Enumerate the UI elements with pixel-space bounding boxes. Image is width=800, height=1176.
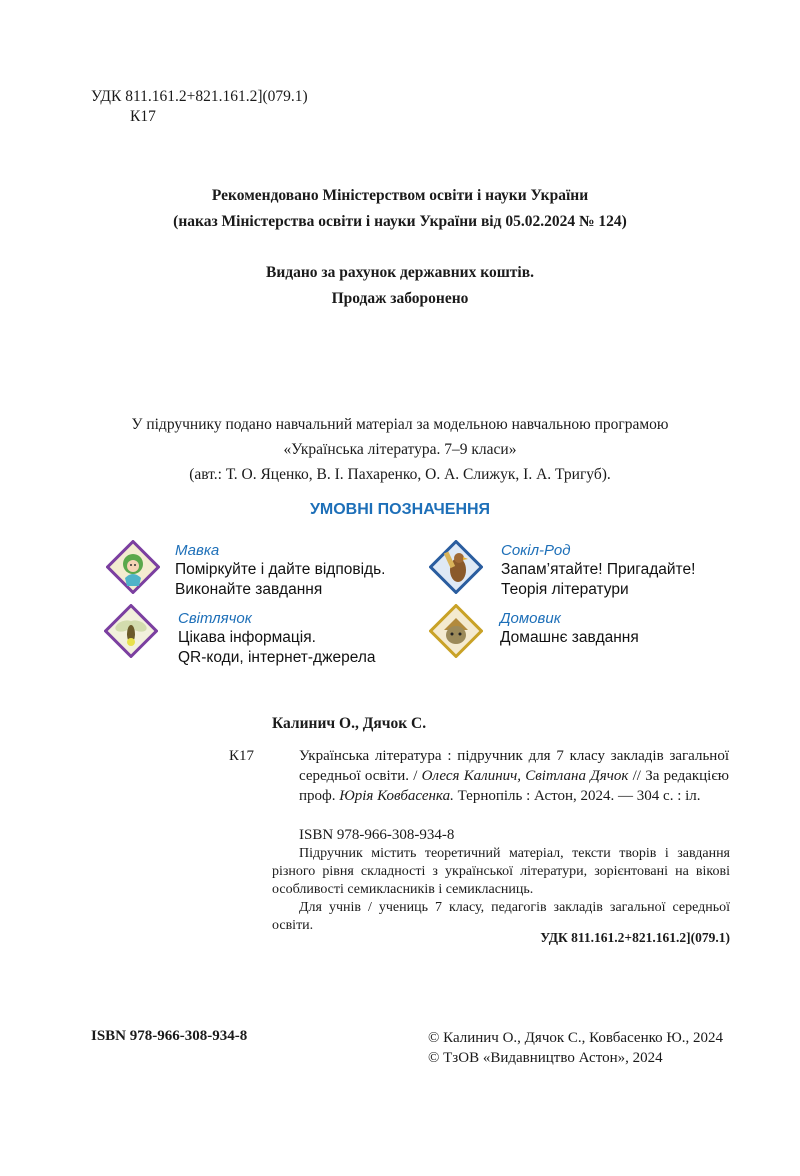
legend-text-mavka-2: Виконайте завдання xyxy=(175,581,323,598)
author-mark: К17 xyxy=(130,108,156,125)
legend-text-domovyk-1: Домашнє завдання xyxy=(500,629,639,646)
footer-copyright-2: © ТзОВ «Видавництво Астон», 2024 xyxy=(428,1050,663,1066)
bib-annotation xyxy=(272,845,730,935)
program-line-1: У підручнику подано навчальний матеріал за модельною навчальною програмою xyxy=(131,416,669,433)
program-line-2: «Українська література. 7–9 класи» xyxy=(283,441,517,458)
falcon-icon xyxy=(429,540,483,594)
bib-editor-prefix: // За редакцією проф. xyxy=(299,768,729,804)
legend-name-domovyk: Домовик xyxy=(500,610,561,627)
funding-line-2: Продаж заборонено xyxy=(331,290,469,307)
legend-name-firefly: Світлячок xyxy=(178,610,252,627)
bib-isbn: ISBN 978-966-308-934-8 xyxy=(299,827,455,843)
funding-line-1: Видано за рахунок державних коштів. xyxy=(266,264,534,281)
bib-imprint: Тернопіль : Астон, 2024. — 304 с. : іл. xyxy=(453,788,701,804)
legend-text-falcon-1: Запам’ятайте! Пригадайте! xyxy=(501,561,696,578)
bib-code: К17 xyxy=(229,748,255,764)
mavka-icon xyxy=(106,540,160,594)
legend-name-falcon: Сокіл-Род xyxy=(501,542,571,559)
bib-authors-italic: Олеся Калинич, Світлана Дячок xyxy=(421,768,629,784)
program-line-3: (авт.: Т. О. Яценко, В. І. Пахаренко, О. А. Слижук, І. А. Тригуб). xyxy=(189,466,611,483)
bib-description xyxy=(299,746,729,806)
recommendation-line-1: Рекомендовано Міністерством освіти і науки України xyxy=(211,187,589,204)
udk-code: УДК 811.161.2+821.161.2](079.1) xyxy=(91,88,308,105)
legend-text-falcon-2: Теорія літератури xyxy=(501,581,629,598)
bib-annotation-2: Для учнів / учениць 7 класу, педагогів закладів загальної середньої освіти. xyxy=(272,900,730,933)
footer-isbn: ISBN 978-966-308-934-8 xyxy=(91,1028,248,1044)
legend-text-mavka-1: Поміркуйте і дайте відповідь. xyxy=(175,561,386,578)
legend-text-firefly-2: QR-коди, інтернет-джерела xyxy=(178,649,376,666)
legend-name-mavka: Мавка xyxy=(175,542,220,559)
bib-title: Українська література : підручник для 7 класу закладів загальної середньої освіти. / xyxy=(299,748,729,784)
legend-text-firefly-1: Цікава інформація. xyxy=(178,629,316,646)
bib-annotation-1: Підручник містить теоретичний матеріал, тексти творів і завдання різного рівня складності з української літератури, зорієнтовані на вікові особливості семикласників і семикласниць. xyxy=(272,846,730,897)
domovyk-icon xyxy=(429,604,483,658)
bib-udk: УДК 811.161.2+821.161.2](079.1) xyxy=(540,930,730,945)
recommendation-line-2: (наказ Міністерства освіти і науки України від 05.02.2024 № 124) xyxy=(173,213,627,230)
legend-title: УМОВНІ ПОЗНАЧЕННЯ xyxy=(309,501,491,518)
bib-authors: Калинич О., Дячок С. xyxy=(272,715,427,732)
bib-editor: Юрія Ковбасенка. xyxy=(339,788,454,804)
firefly-icon xyxy=(104,604,158,658)
footer-copyright-1: © Калинич О., Дячок С., Ковбасенко Ю., 2024 xyxy=(428,1030,724,1046)
